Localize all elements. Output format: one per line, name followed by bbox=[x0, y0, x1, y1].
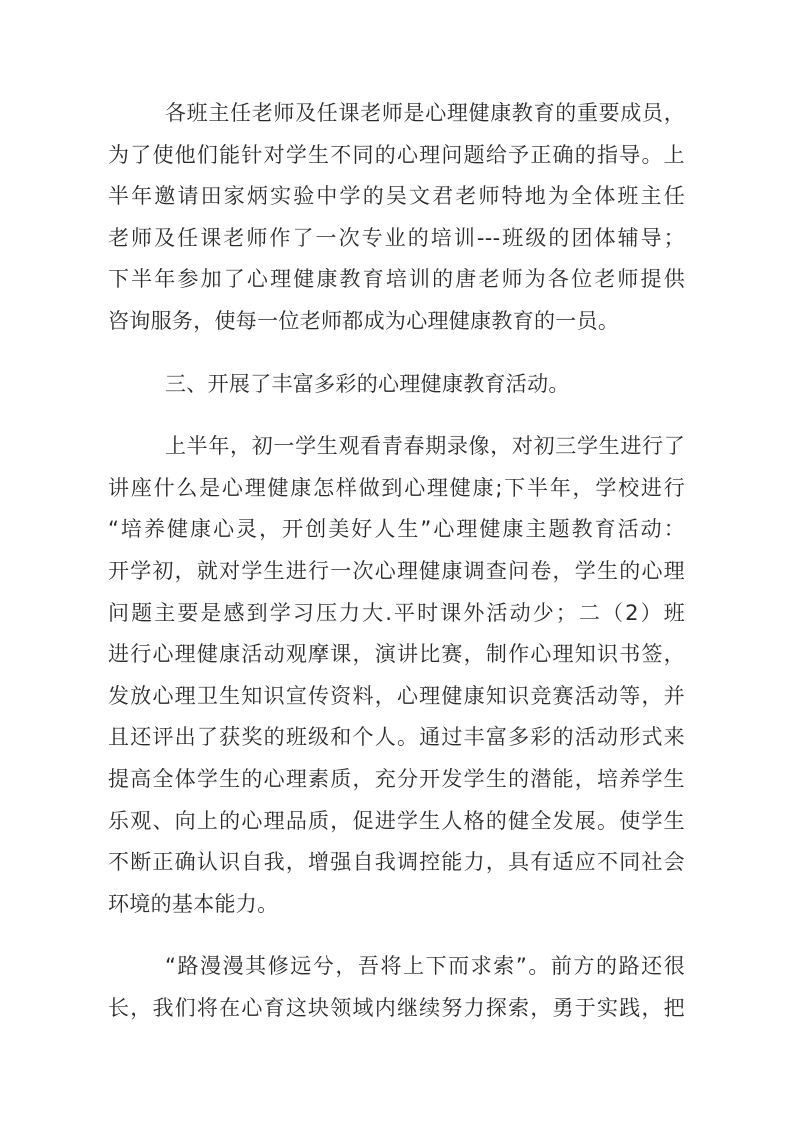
heading-line: 三、开展了丰富多彩的心理健康教育活动。 bbox=[165, 371, 570, 396]
document-text-block bbox=[108, 93, 685, 1029]
text-line: 乐观、向上的心理品质，促进学生人格的健全发展。使学生 bbox=[108, 808, 685, 833]
paragraph-activities bbox=[108, 426, 685, 925]
text-line: 咨询服务，使每一位老师都成为心理健康教育的一员。 bbox=[108, 308, 620, 333]
text-line: 提高全体学生的心理素质，充分开发学生的潜能，培养学生 bbox=[108, 766, 685, 791]
text-line: 讲座什么是心理健康怎样做到心理健康;下半年，学校进行 bbox=[108, 475, 685, 500]
text-line: 下半年参加了心理健康教育培训的唐老师为各位老师提供 bbox=[108, 267, 685, 292]
text-line: “培养健康心灵，开创美好人生”心理健康主题教育活动： bbox=[108, 517, 685, 542]
section-heading bbox=[108, 364, 685, 406]
text-line: 半年邀请田家炳实验中学的吴文君老师特地为全体班主任 bbox=[108, 184, 685, 209]
paragraph-closing bbox=[108, 946, 685, 1029]
text-line: 不断正确认识自我，增强自我调控能力，具有适应不同社会 bbox=[108, 850, 685, 875]
text-line: 长，我们将在心育这块领域内继续努力探索，勇于实践，把 bbox=[108, 995, 685, 1020]
text-line: 上半年，初一学生观看青春期录像，对初三学生进行了 bbox=[165, 434, 685, 459]
paragraph-teachers-training bbox=[108, 93, 685, 343]
text-line: 问题主要是感到学习压力大.平时课外活动少；二（2）班 bbox=[108, 600, 685, 625]
text-line: 进行心理健康活动观摩课，演讲比赛，制作心理知识书签， bbox=[108, 642, 685, 667]
text-line: 为了使他们能针对学生不同的心理问题给予正确的指导。上 bbox=[108, 142, 685, 167]
text-line: 开学初，就对学生进行一次心理健康调查问卷，学生的心理 bbox=[108, 558, 685, 583]
text-line: 发放心理卫生知识宣传资料，心理健康知识竞赛活动等，并 bbox=[108, 683, 685, 708]
text-line: 环境的基本能力。 bbox=[108, 891, 279, 916]
text-line: 老师及任课老师作了一次专业的培训---班级的团体辅导； bbox=[108, 225, 685, 250]
text-line: “路漫漫其修远兮，吾将上下而求索”。前方的路还很 bbox=[165, 954, 685, 979]
text-line: 各班主任老师及任课老师是心理健康教育的重要成员， bbox=[165, 101, 685, 125]
text-line: 且还评出了获奖的班级和个人。通过丰富多彩的活动形式来 bbox=[108, 725, 685, 750]
